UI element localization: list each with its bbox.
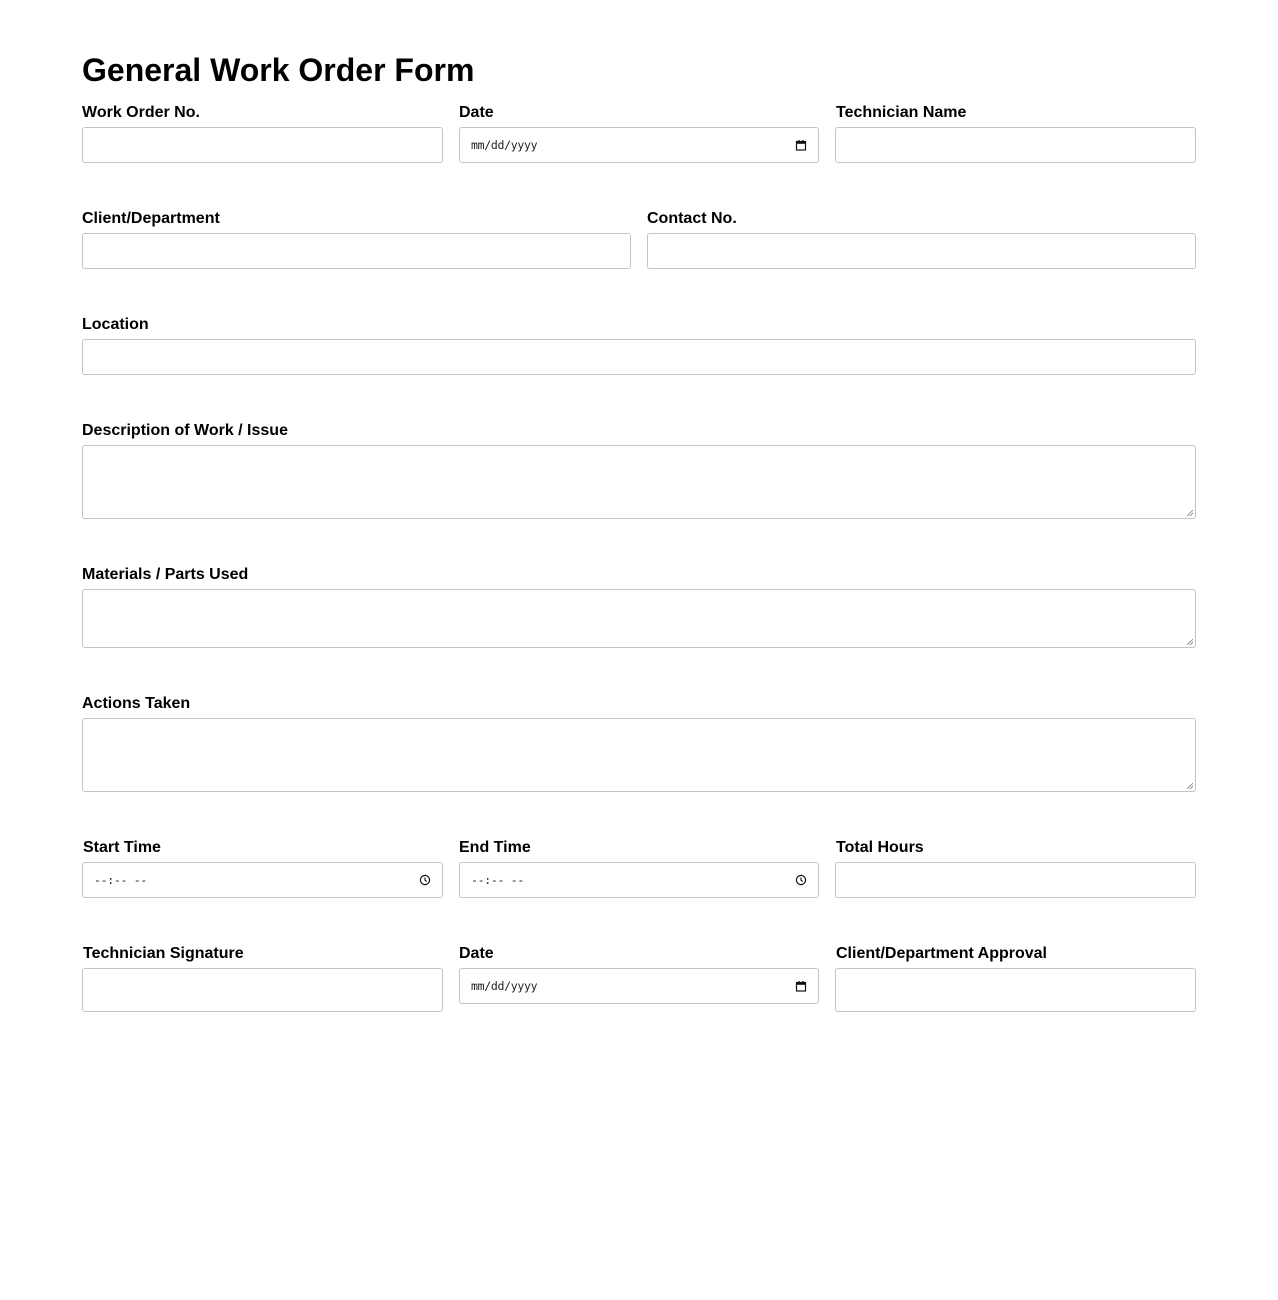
clock-icon[interactable] (419, 874, 431, 886)
description-textarea[interactable] (82, 445, 1196, 519)
start-time-label: Start Time (83, 839, 161, 856)
calendar-icon[interactable] (795, 139, 807, 151)
work-order-no-label: Work Order No. (82, 104, 200, 121)
start-time-input[interactable] (82, 862, 443, 898)
contact-no-input[interactable] (647, 233, 1196, 269)
technician-name-label: Technician Name (836, 104, 967, 121)
client-department-label: Client/Department (82, 210, 220, 227)
end-time-label: End Time (459, 839, 531, 856)
technician-signature-input[interactable] (82, 968, 443, 1012)
materials-label: Materials / Parts Used (82, 566, 249, 583)
work-order-no-input[interactable] (82, 127, 443, 163)
end-time-input[interactable] (459, 862, 819, 898)
location-input[interactable] (82, 339, 1196, 375)
description-label: Description of Work / Issue (82, 422, 288, 439)
page-title: General Work Order Form (82, 52, 475, 88)
signature-date-input[interactable] (459, 968, 819, 1004)
technician-name-input[interactable] (835, 127, 1196, 163)
signature-date-placeholder: mm/dd/yyyy (471, 979, 538, 993)
client-approval-input[interactable] (835, 968, 1196, 1012)
date-input[interactable] (459, 127, 819, 163)
actions-taken-label: Actions Taken (82, 695, 191, 712)
clock-icon[interactable] (795, 874, 807, 886)
signature-date-label: Date (459, 945, 494, 962)
total-hours-label: Total Hours (836, 839, 924, 856)
client-department-input[interactable] (82, 233, 631, 269)
calendar-icon[interactable] (795, 980, 807, 992)
client-approval-label: Client/Department Approval (836, 945, 1047, 962)
date-placeholder: mm/dd/yyyy (471, 138, 538, 152)
contact-no-label: Contact No. (647, 210, 737, 227)
actions-taken-textarea[interactable] (82, 718, 1196, 792)
location-label: Location (82, 316, 149, 333)
materials-textarea[interactable] (82, 589, 1196, 648)
total-hours-input[interactable] (835, 862, 1196, 898)
date-label: Date (459, 104, 494, 121)
start-time-placeholder: --:-- -- (94, 873, 147, 887)
end-time-placeholder: --:-- -- (471, 873, 524, 887)
technician-signature-label: Technician Signature (83, 945, 244, 962)
